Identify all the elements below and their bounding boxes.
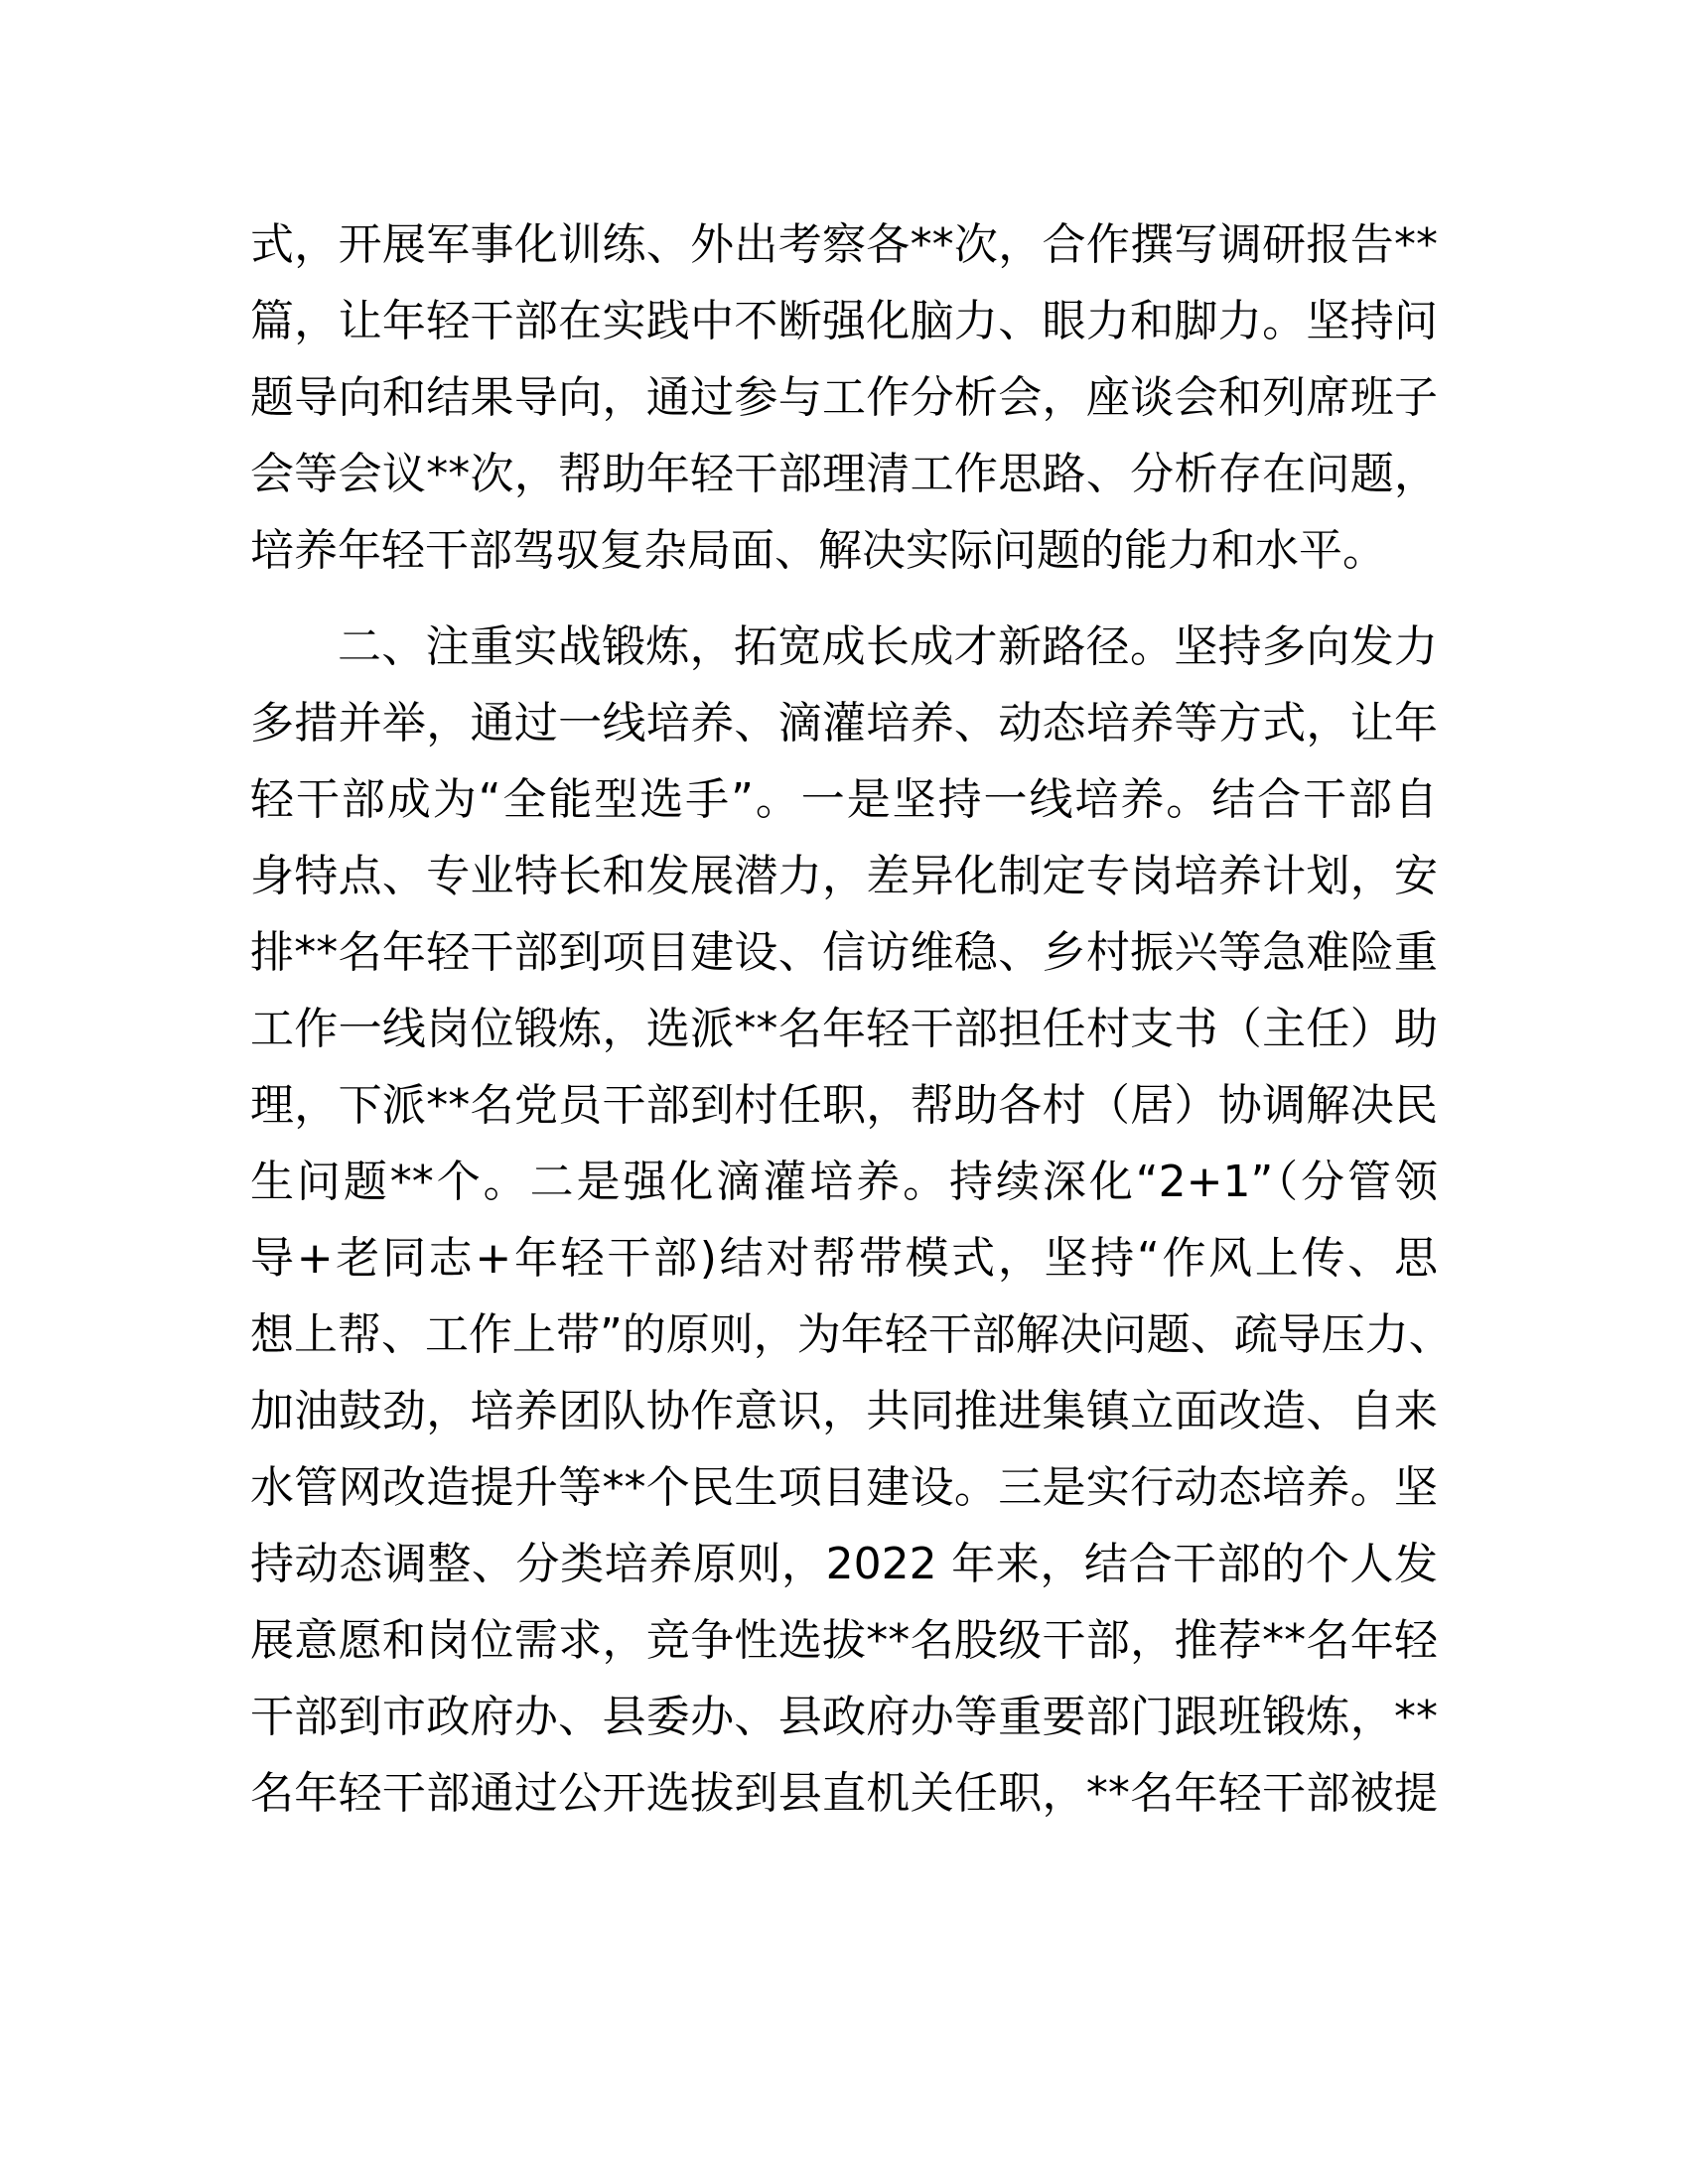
text-line: 干部到市政府办、县委办、县政府办等重要部门跟班锻炼，** <box>250 1692 1438 1742</box>
text-line: 展意愿和岗位需求，竞争性选拔**名股级干部，推荐**名年轻 <box>250 1615 1438 1666</box>
text-line: 排**名年轻干部到项目建设、信访维稳、乡村振兴等急难险重 <box>250 927 1438 978</box>
text-line: 持动态调整、分类培养原则，2022 年来，结合干部的个人发 <box>250 1539 1438 1589</box>
text-line: 导+老同志+年轻干部)结对帮带模式，坚持“作风上传、思 <box>250 1233 1438 1284</box>
text-line: 工作一线岗位锻炼，选派**名年轻干部担任村支书（主任）助 <box>250 1004 1438 1054</box>
document-body <box>250 206 1453 1832</box>
text-line: 式，开展军事化训练、外出考察各**次，合作撰写调研报告** <box>250 219 1438 270</box>
text-line: 水管网改造提升等**个民生项目建设。三是实行动态培养。坚 <box>250 1462 1438 1513</box>
text-line: 多措并举，通过一线培养、滴灌培养、动态培养等方式，让年 <box>250 698 1438 749</box>
text-line: 篇，让年轻干部在实践中不断强化脑力、眼力和脚力。坚持问 <box>250 296 1438 346</box>
text-line: 想上帮、工作上带”的原则，为年轻干部解决问题、疏导压力、 <box>250 1309 1453 1360</box>
text-line: 名年轻干部通过公开选拔到县直机关任职，**名年轻干部被提 <box>250 1768 1438 1819</box>
text-line: 培养年轻干部驾驭复杂局面、解决实际问题的能力和水平。 <box>250 525 1386 576</box>
text-line: 身特点、专业特长和发展潜力，差异化制定专岗培养计划，安 <box>250 851 1438 901</box>
text-line: 题导向和结果导向，通过参与工作分析会，座谈会和列席班子 <box>250 372 1438 423</box>
text-line: 会等会议**次，帮助年轻干部理清工作思路、分析存在问题， <box>250 449 1438 499</box>
text-line: 生问题**个。二是强化滴灌培养。持续深化“2+1”（分管领 <box>250 1157 1438 1207</box>
paragraph-2 <box>250 609 1453 1832</box>
text-line: 加油鼓劲，培养团队协作意识，共同推进集镇立面改造、自来 <box>250 1386 1438 1436</box>
text-line: 轻干部成为“全能型选手”。一是坚持一线培养。结合干部自 <box>250 774 1438 825</box>
text-line: 理，下派**名党员干部到村任职，帮助各村（居）协调解决民 <box>250 1080 1438 1131</box>
paragraph-1 <box>250 206 1438 589</box>
text-line: 二、注重实战锻炼，拓宽成长成才新路径。坚持多向发力 <box>338 621 1438 672</box>
